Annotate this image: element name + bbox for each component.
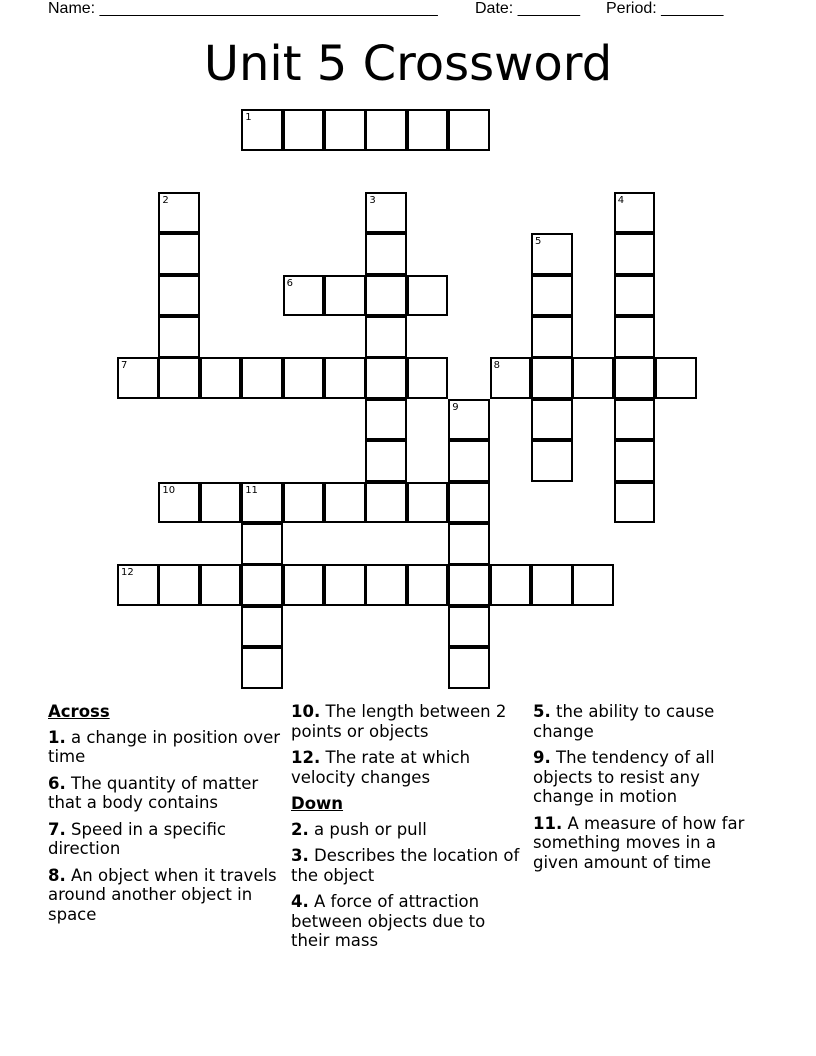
grid-cell[interactable] xyxy=(614,399,656,441)
grid-cell[interactable] xyxy=(614,233,656,275)
grid-cell[interactable] xyxy=(158,564,200,606)
grid-cell[interactable] xyxy=(448,482,490,524)
grid-cell[interactable] xyxy=(448,109,490,151)
clue-number: 3. xyxy=(291,846,309,865)
clue-text: Speed in a specific direction xyxy=(48,819,226,858)
grid-cell[interactable] xyxy=(241,109,283,151)
clue-down-3 xyxy=(291,846,523,885)
grid-cell[interactable] xyxy=(283,357,325,399)
clue-number: 8. xyxy=(48,865,66,885)
grid-cell[interactable] xyxy=(448,440,490,482)
grid-cell[interactable] xyxy=(448,606,490,648)
clue-across-10 xyxy=(291,702,523,741)
date-field[interactable]: Date: _______ xyxy=(475,0,580,17)
cell-number: 4 xyxy=(617,194,625,206)
clue-text: a change in position over time xyxy=(48,727,281,766)
clue-text: The tendency of all objects to resist any change in motion xyxy=(533,748,715,806)
grid-cell[interactable] xyxy=(655,357,697,399)
clue-down-5 xyxy=(533,702,765,741)
grid-cell[interactable] xyxy=(158,357,200,399)
grid-cell[interactable] xyxy=(117,357,159,399)
clue-text: The rate at which velocity changes xyxy=(291,748,471,787)
clue-text: A force of attraction between objects due to their mass xyxy=(291,892,486,950)
grid-cell[interactable] xyxy=(365,233,407,275)
clue-down-9 xyxy=(533,748,765,807)
clue-column-3 xyxy=(533,702,765,879)
student-info-header xyxy=(0,0,816,22)
cell-number: 8 xyxy=(493,360,500,372)
clue-number: 6. xyxy=(48,773,66,793)
grid-cell[interactable] xyxy=(241,523,283,565)
cell-number: 1 xyxy=(245,112,252,123)
grid-cell[interactable] xyxy=(283,482,325,524)
clue-text: the ability to cause change xyxy=(533,702,715,741)
clue-down-2 xyxy=(291,820,523,840)
cell-number: 2 xyxy=(162,194,169,206)
grid-cell[interactable] xyxy=(448,399,490,441)
grid-cell[interactable] xyxy=(614,316,656,358)
clue-column-2 xyxy=(291,702,523,958)
across-heading: Across xyxy=(48,702,110,721)
clue-number: 1. xyxy=(48,727,66,747)
grid-cell[interactable] xyxy=(614,275,656,317)
cell-number: 3 xyxy=(369,194,376,206)
grid-cell[interactable] xyxy=(158,192,200,234)
grid-cell[interactable] xyxy=(407,357,449,399)
grid-cell[interactable] xyxy=(241,482,283,524)
clue-across-6 xyxy=(48,774,280,813)
grid-cell[interactable] xyxy=(241,647,283,689)
grid-cell[interactable] xyxy=(365,564,407,606)
grid-cell[interactable] xyxy=(158,316,200,358)
grid-cell[interactable] xyxy=(614,440,656,482)
grid-cell[interactable] xyxy=(117,564,159,606)
clue-number: 5. xyxy=(533,702,551,721)
clue-text: An object when it travels around another object in space xyxy=(48,865,277,924)
grid-cell[interactable] xyxy=(572,357,614,399)
clue-number: 9. xyxy=(533,748,551,767)
grid-cell[interactable] xyxy=(200,482,242,524)
grid-cell[interactable] xyxy=(531,440,573,482)
cell-number: 11 xyxy=(245,484,258,496)
cell-number: 10 xyxy=(162,484,176,496)
grid-cell[interactable] xyxy=(158,275,200,317)
grid-cell[interactable] xyxy=(324,357,366,399)
grid-cell[interactable] xyxy=(407,482,449,524)
clue-number: 12. xyxy=(291,748,321,767)
clue-down-4 xyxy=(291,892,523,951)
grid-cell[interactable] xyxy=(531,275,573,317)
grid-cell[interactable] xyxy=(365,357,407,399)
grid-cell[interactable] xyxy=(200,357,242,399)
grid-cell[interactable] xyxy=(365,275,407,317)
clue-number: 7. xyxy=(48,819,66,839)
grid-cell[interactable] xyxy=(531,357,573,399)
grid-cell[interactable] xyxy=(614,357,656,399)
grid-cell[interactable] xyxy=(572,564,614,606)
cell-number: 12 xyxy=(121,567,134,579)
clue-text: Describes the location of the object xyxy=(291,846,520,885)
clue-text: a push or pull xyxy=(314,819,427,839)
grid-cell[interactable] xyxy=(283,564,325,606)
clue-text: A measure of how far something moves in a given amount of time xyxy=(533,813,745,872)
grid-cell[interactable] xyxy=(158,233,200,275)
grid-cell[interactable] xyxy=(531,399,573,441)
clue-number: 11. xyxy=(533,813,563,833)
grid-cell[interactable] xyxy=(365,109,407,151)
clue-across-8 xyxy=(48,866,280,925)
cell-number: 7 xyxy=(121,360,128,372)
clue-text: The length between 2 points or objects xyxy=(291,702,507,741)
clue-across-1 xyxy=(48,728,280,767)
clue-number: 10. xyxy=(291,702,321,721)
grid-cell[interactable] xyxy=(448,647,490,689)
grid-cell[interactable] xyxy=(365,440,407,482)
grid-cell[interactable] xyxy=(365,482,407,524)
grid-cell[interactable] xyxy=(365,316,407,358)
clue-number: 2. xyxy=(291,819,309,839)
grid-cell[interactable] xyxy=(324,482,366,524)
clue-down-11 xyxy=(533,814,765,873)
clue-across-7 xyxy=(48,820,280,859)
grid-cell[interactable] xyxy=(407,275,449,317)
grid-cell[interactable] xyxy=(614,482,656,524)
grid-cell[interactable] xyxy=(531,564,573,606)
cell-number: 9 xyxy=(452,401,459,413)
grid-cell[interactable] xyxy=(614,192,656,234)
grid-cell[interactable] xyxy=(200,564,242,606)
page-title: Unit 5 Crossword xyxy=(203,36,613,92)
grid-cell[interactable] xyxy=(531,316,573,358)
period-field[interactable]: Period: _______ xyxy=(606,0,724,17)
name-field[interactable]: Name: ______________________________________ xyxy=(48,0,438,17)
clue-across-12 xyxy=(291,748,523,787)
grid-cell[interactable] xyxy=(531,233,573,275)
clue-number: 4. xyxy=(291,892,309,911)
grid-cell[interactable] xyxy=(448,523,490,565)
grid-cell[interactable] xyxy=(241,357,283,399)
grid-cell[interactable] xyxy=(241,564,283,606)
grid-cell[interactable] xyxy=(407,564,449,606)
down-heading: Down xyxy=(291,794,344,813)
grid-cell[interactable] xyxy=(448,564,490,606)
cell-number: 5 xyxy=(535,236,542,248)
clue-text: The quantity of matter that a body contains xyxy=(48,773,259,812)
grid-cell[interactable] xyxy=(407,109,449,151)
grid-cell[interactable] xyxy=(365,192,407,234)
grid-cell[interactable] xyxy=(283,109,325,151)
grid-cell[interactable] xyxy=(490,564,532,606)
cell-number: 6 xyxy=(286,277,293,289)
grid-cell[interactable] xyxy=(241,606,283,648)
grid-cell[interactable] xyxy=(365,399,407,441)
grid-cell[interactable] xyxy=(490,357,532,399)
grid-cell[interactable] xyxy=(324,275,366,317)
grid-cell[interactable] xyxy=(283,275,325,317)
grid-cell[interactable] xyxy=(324,109,366,151)
grid-cell[interactable] xyxy=(158,482,200,524)
clue-column-1 xyxy=(48,702,280,931)
grid-cell[interactable] xyxy=(324,564,366,606)
